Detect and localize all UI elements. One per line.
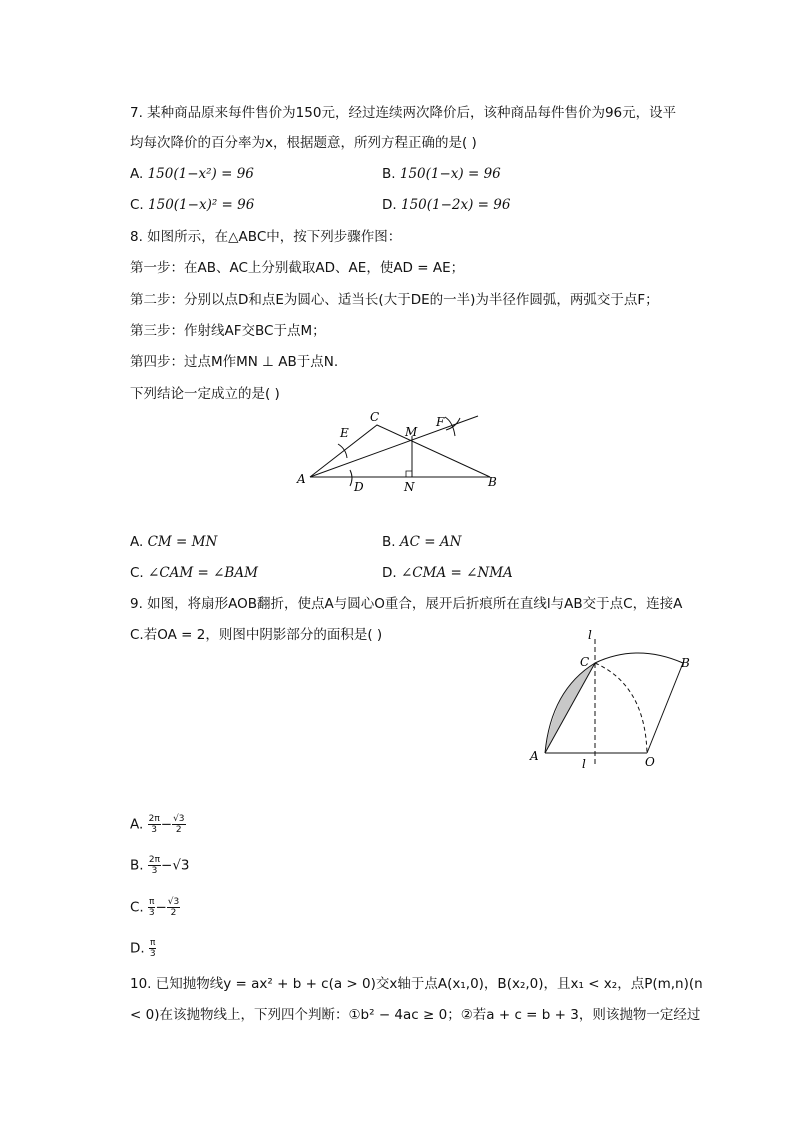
- q9-option-a: [130, 814, 186, 835]
- option-text: 150(1−x) = 96: [399, 166, 501, 182]
- q8-figure: [290, 408, 505, 498]
- q7-option-b: [382, 164, 501, 184]
- q8-step-2: 第二步：分别以点D和点E为圆心、适当长(大于DE的一半)为半径作圆弧，两弧交于点F；: [130, 292, 659, 308]
- operator: −: [160, 816, 173, 833]
- q10-stem-line2: < 0)在该抛物线上，下列四个判断：①b² − 4ac ≥ 0；②若a + c = b + 3，则该抛物一定经过: [130, 1007, 701, 1023]
- q8-question: 下列结论一定成立的是( ): [130, 386, 280, 402]
- label-n: N: [404, 480, 415, 494]
- q7-option-d: [382, 195, 510, 215]
- option-label: A.: [130, 166, 144, 182]
- option-label: D.: [130, 940, 145, 957]
- option-label: D.: [382, 565, 397, 581]
- q8-option-a: [130, 532, 217, 552]
- q8-option-c: [130, 563, 258, 583]
- q9-option-b: [130, 855, 190, 876]
- fraction-1: $\frac{2\pi}{3}$: [148, 855, 161, 876]
- operator: −: [155, 899, 167, 916]
- option-label: D.: [382, 197, 397, 213]
- q9-option-d: [130, 938, 156, 959]
- option-text: ∠CMA = ∠NMA: [400, 565, 513, 581]
- q8-step-4: 第四步：过点M作MN ⊥ AB于点N.: [130, 354, 339, 370]
- option-text: 150(1−x)² = 96: [148, 197, 255, 213]
- q9-stem-line2: C.若OA = 2，则图中阴影部分的面积是( ): [130, 627, 383, 643]
- option-text: AC = AN: [399, 534, 462, 550]
- q8-stem: 8. 如图所示，在△ABC中，按下列步骤作图：: [130, 229, 402, 245]
- label-b: B: [488, 475, 497, 489]
- q7-stem-line2: 均每次降价的百分率为x，根据题意，所列方程正确的是( ): [130, 135, 477, 151]
- fraction-1: $\frac{\pi}{3}$: [149, 938, 156, 959]
- option-label: B.: [382, 166, 396, 182]
- label-a: A: [297, 472, 306, 486]
- option-text: 150(1−2x) = 96: [400, 197, 511, 213]
- option-label: B.: [382, 534, 396, 550]
- label-c: C: [370, 410, 380, 424]
- q8-option-d: [382, 563, 513, 583]
- option-label: A.: [130, 816, 144, 833]
- segment-ob: [647, 663, 683, 753]
- option-label: C.: [130, 565, 144, 581]
- arc-d: [350, 470, 352, 486]
- label-e: E: [340, 426, 349, 440]
- label-b: B: [681, 656, 690, 670]
- option-label: B.: [130, 857, 144, 874]
- chord-ac: [545, 663, 595, 753]
- q8-step-1: 第一步：在AB、AC上分别截取AD、AE，使AD = AE；: [130, 260, 465, 276]
- ray-af: [310, 416, 478, 477]
- option-label: C.: [130, 197, 144, 213]
- arc-e: [338, 444, 347, 458]
- sqrt-term: √3: [172, 857, 190, 874]
- label-a: A: [530, 749, 539, 763]
- fraction-1: $\frac{\pi}{3}$: [148, 897, 155, 918]
- option-text: 150(1−x²) = 96: [147, 166, 254, 182]
- label-d: D: [354, 480, 364, 494]
- label-m: M: [405, 425, 418, 439]
- right-angle-mark: [406, 471, 412, 477]
- label-l-top: l: [588, 628, 592, 642]
- q8-step-3: 第三步：作射线AF交BC于点M；: [130, 323, 326, 339]
- fraction-2: $\frac{√3}{2}$: [173, 814, 185, 835]
- label-l-bottom: l: [582, 757, 586, 771]
- label-c: C: [580, 655, 590, 669]
- fraction-1: $\frac{2\pi}{3}$: [148, 814, 160, 835]
- q7-option-a: [130, 164, 254, 184]
- option-label: A.: [130, 534, 144, 550]
- q9-stem-line1: 9. 如图，将扇形AOB翻折，使点A与圆心O重合，展开后折痕所在直线l与AB交于点C，连接A: [130, 596, 683, 612]
- triangle-outline: [310, 425, 490, 477]
- q8-option-b: [382, 532, 461, 552]
- label-o: O: [645, 755, 655, 769]
- label-f: F: [436, 415, 445, 429]
- option-text: ∠CAM = ∠BAM: [148, 565, 258, 581]
- q9-option-c: [130, 897, 180, 918]
- q10-stem-line1: 10. 已知抛物线y = ax² + b + c(a > 0)交x轴于点A(x₁,0)，B(x₂,0)，且x₁ < x₂，点P(m,n)(n: [130, 976, 703, 992]
- fraction-2: $\frac{√3}{2}$: [167, 897, 180, 918]
- q9-figure: [525, 625, 700, 775]
- q7-option-c: [130, 195, 254, 215]
- operator: −: [161, 857, 173, 874]
- fold-arc-dashed: [595, 663, 647, 753]
- option-text: CM = MN: [147, 534, 218, 550]
- option-label: C.: [130, 899, 144, 916]
- q7-stem-line1: 7. 某种商品原来每件售价为150元，经过连续两次降价后，该种商品每件售价为96元，设平: [130, 105, 677, 121]
